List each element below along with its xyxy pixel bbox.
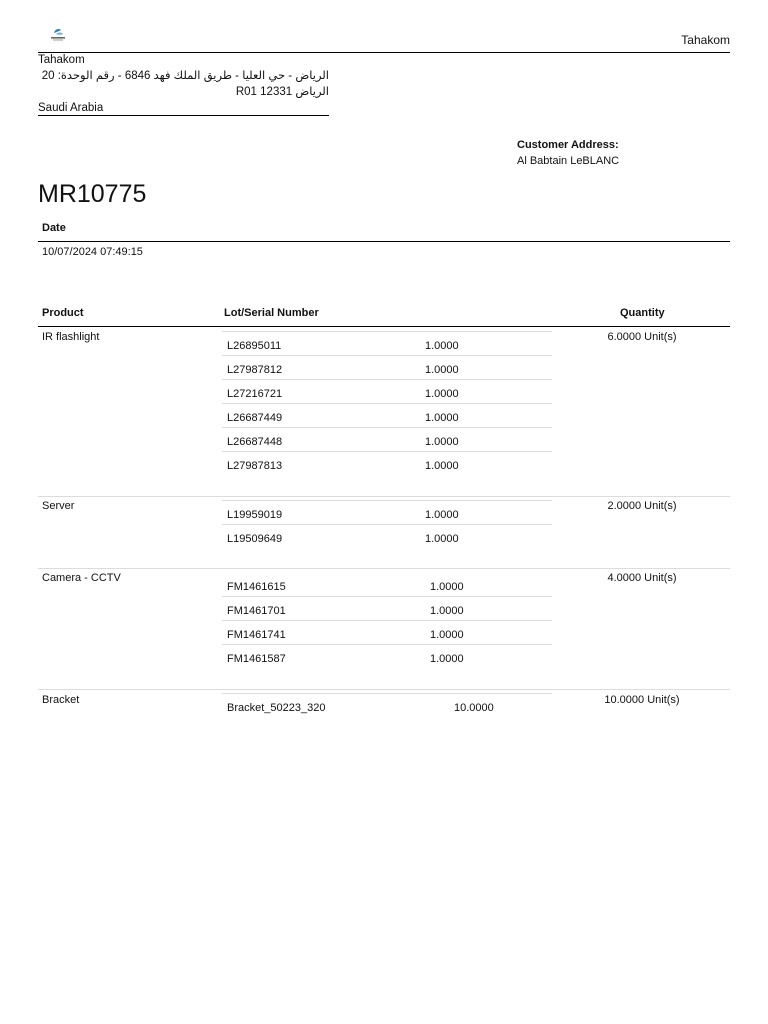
lot-serial: FM1461615 — [227, 581, 286, 593]
lot-row — [222, 501, 552, 525]
lot-serial: FM1461701 — [227, 605, 286, 617]
company-name-header: Tahakom — [681, 33, 730, 47]
lot-serial: L27987813 — [227, 460, 283, 472]
date-divider — [38, 241, 730, 242]
lot-row — [222, 332, 552, 356]
lot-quantity: 1.0000 — [425, 364, 459, 376]
lot-serial: L27216721 — [227, 388, 283, 400]
product-quantity: 10.0000 Unit(s) — [604, 694, 680, 706]
lot-quantity: 10.0000 — [454, 702, 494, 714]
row-divider — [38, 568, 730, 569]
lot-row — [222, 597, 552, 621]
lot-quantity: 1.0000 — [425, 460, 459, 472]
lot-row — [222, 380, 552, 404]
product-name: Bracket — [42, 694, 80, 706]
address-country: Saudi Arabia — [38, 102, 104, 114]
column-header-product: Product — [42, 307, 84, 319]
company-address — [38, 52, 329, 116]
column-header-lot: Lot/Serial Number — [224, 307, 319, 319]
lot-serial: L26687448 — [227, 436, 283, 448]
lot-row — [222, 525, 552, 549]
lot-quantity: 1.0000 — [425, 436, 459, 448]
lot-quantity: 1.0000 — [425, 340, 459, 352]
row-divider — [38, 496, 730, 497]
address-line-2: الرياض R01 12331 — [235, 86, 329, 98]
lot-serial: Bracket_50223_320 — [227, 702, 326, 714]
product-name: Camera - CCTV — [42, 572, 121, 584]
lot-serial: L26895011 — [227, 340, 282, 352]
column-header-quantity: Quantity — [620, 307, 665, 319]
lot-row — [222, 573, 552, 597]
tahakom-logo-icon — [48, 26, 68, 42]
product-name: IR flashlight — [42, 331, 100, 343]
lot-row — [222, 694, 552, 718]
lot-serial: L19509649 — [227, 533, 283, 545]
delivery-slip-page — [38, 0, 730, 1024]
product-quantity: 6.0000 Unit(s) — [607, 331, 677, 343]
customer-address — [517, 137, 619, 169]
lot-quantity: 1.0000 — [425, 533, 459, 545]
lot-serial: L26687449 — [227, 412, 283, 424]
date-label: Date — [42, 222, 66, 234]
lot-list — [222, 331, 552, 476]
lot-row — [222, 621, 552, 645]
lot-quantity: 1.0000 — [425, 388, 459, 400]
lot-quantity: 1.0000 — [430, 581, 464, 593]
lot-row — [222, 404, 552, 428]
lot-list — [222, 573, 552, 669]
lot-row — [222, 428, 552, 452]
date-value: 10/07/2024 07:49:15 — [42, 246, 143, 258]
lot-row — [222, 452, 552, 476]
customer-name: Al Babtain LeBLANC — [517, 155, 620, 167]
lot-list — [222, 500, 552, 549]
product-quantity: 4.0000 Unit(s) — [607, 572, 677, 584]
lot-quantity: 1.0000 — [430, 629, 464, 641]
company-name: Tahakom — [38, 54, 85, 66]
address-line-1: الرياض - حي العليا - طريق الملك فهد 6846 - رقم الوحدة: 20 — [41, 70, 329, 82]
document-title: MR10775 — [38, 180, 147, 208]
lot-quantity: 1.0000 — [430, 605, 464, 617]
lot-row — [222, 645, 552, 669]
lot-quantity: 1.0000 — [425, 509, 459, 521]
table-header-divider — [38, 326, 730, 327]
lot-quantity: 1.0000 — [430, 653, 464, 665]
lot-serial: L19959019 — [227, 509, 283, 521]
lot-row — [222, 356, 552, 380]
product-name: Server — [42, 500, 75, 512]
row-divider — [38, 689, 730, 690]
lot-serial: FM1461587 — [227, 653, 286, 665]
lot-serial: L27987812 — [227, 364, 283, 376]
address-divider — [38, 115, 329, 116]
customer-address-label: Customer Address: — [517, 139, 619, 151]
lot-quantity: 1.0000 — [425, 412, 459, 424]
product-quantity: 2.0000 Unit(s) — [607, 500, 677, 512]
lot-serial: FM1461741 — [227, 629, 286, 641]
lot-list — [222, 693, 552, 718]
